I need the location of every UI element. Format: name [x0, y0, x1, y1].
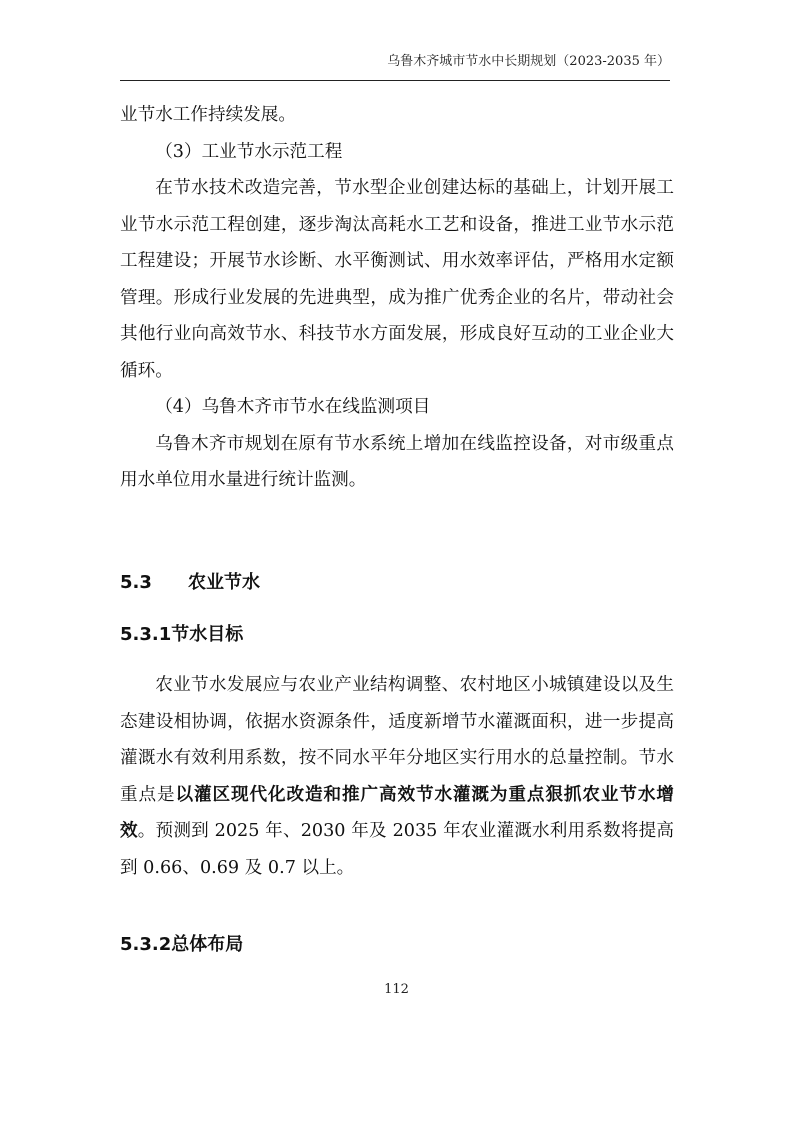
section-heading-5-3-2	[120, 930, 674, 960]
body-text-agri	[120, 667, 674, 886]
continuation-paragraph: 业节水工作持续发展。	[120, 105, 296, 125]
running-header: 乌鲁木齐城市节水中长期规划（2023-2035 年）	[387, 54, 670, 69]
section-heading-5-3-1	[120, 620, 674, 650]
paragraph-agri-target	[120, 667, 674, 886]
subheading-4: （4）乌鲁木齐市节水在线监测项目	[155, 397, 431, 417]
body-text-top	[120, 97, 674, 499]
section-title: 总体布局	[171, 934, 244, 955]
section-title: 农业节水	[188, 572, 260, 593]
page-number: 112	[384, 982, 409, 997]
paragraph-online-monitoring: 乌鲁木齐市规划在原有节水系统上增加在线监控设备，对市级重点用水单位用水量进行统计监测。	[120, 433, 674, 490]
section-title: 节水目标	[171, 624, 244, 645]
text-run: 。预测到 2025 年、2030 年及 2035 年农业灌溉水利用系数将提高到 0.66、0.69 及 0.7 以上。	[120, 821, 674, 878]
paragraph-industrial-demo: 在节水技术改造完善，节水型企业创建达标的基础上，计划开展工业节水示范工程创建，逐步淘汰高耗水工艺和设备，推进工业节水示范工程建设；开展节水诊断、水平衡测试、用水效率评估，严格用水定额管理。形成行业发展的先进典型，成为推广优秀企业的名片，带动社会其他行业向高效节水、科技节水方面发展，形成良好互动的工业企业大循环。	[120, 178, 674, 381]
emphasis-text: 以灌区现代化改造和推广高效节水灌溉为重点狠抓农业节水增效	[120, 784, 674, 841]
section-number: 5.3.2	[120, 934, 172, 955]
section-number: 5.3.1	[120, 624, 172, 645]
section-heading-5-3	[120, 568, 674, 598]
section-number: 5.3	[120, 572, 152, 593]
header-rule	[120, 80, 670, 81]
subheading-3: （3）工业节水示范工程	[155, 141, 343, 162]
text-run: 农业节水发展应与农业产业结构调整、农村地区小城镇建设以及生态建设相协调，依据水资源条件，适度新增节水灌溉面积，进一步提高灌溉水有效利用系数，按不同水平年分地区实行用水的总量控制。节水重点是	[120, 675, 674, 805]
